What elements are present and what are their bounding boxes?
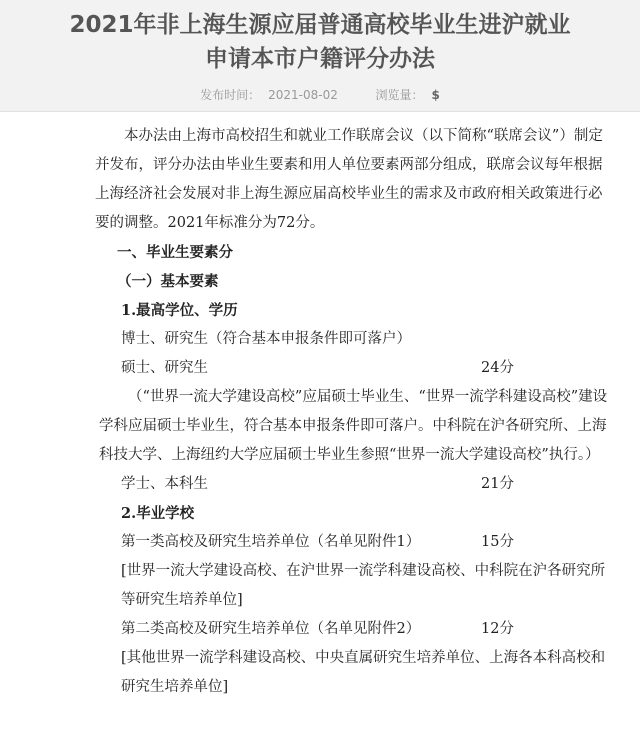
master-note: （“世界一流大学建设高校”应届硕士毕业生、“世界一流学科建设高校”建设学科应届硕士毕业生，符合基本申报条件即可落户。中科院在沪各研究所、上海科技大学、上海纽约大学应届硕士毕业生参照“世界一流大学建设高校”执行。） bbox=[99, 389, 608, 463]
views-value: $ bbox=[431, 88, 440, 102]
views-label: 浏览量： bbox=[375, 88, 424, 102]
article-meta bbox=[0, 86, 640, 103]
publish-label: 发布时间： bbox=[200, 88, 261, 102]
item-heading-school: 2.毕业学校 bbox=[121, 505, 195, 522]
row-score: 24分 bbox=[481, 360, 514, 376]
class1-note: [世界一流大学建设高校、在沪世界一流学科建设高校、中科院在沪各研究所等研究生培养单位] bbox=[121, 563, 606, 608]
row-label: 博士、研究生（符合基本申报条件即可落户） bbox=[121, 331, 411, 347]
title-line-1: 2021年非上海生源应届普通高校毕业生进沪就业 bbox=[69, 12, 571, 38]
publish-date: 2021-08-02 bbox=[268, 88, 338, 102]
article-body bbox=[0, 112, 640, 702]
intro-paragraph: 本办法由上海市高校招生和就业工作联席会议（以下简称“联席会议”）制定并发布，评分办法由毕业生要素和用人单位要素两部分组成，联席会议每年根据上海经济社会发展对非上海生源应届高校毕业生的需求及市政府相关政策进行必要的调整。2021年标准分为72分。 bbox=[95, 128, 603, 231]
row-label: 学士、本科生 bbox=[121, 476, 208, 492]
row-score: 21分 bbox=[481, 476, 514, 492]
item-heading-degree: 1.最高学位、学历 bbox=[121, 302, 238, 319]
degree-row-master bbox=[121, 354, 614, 383]
row-label: 硕士、研究生 bbox=[121, 360, 208, 376]
school-row-class1 bbox=[121, 528, 614, 557]
subsection-heading: （一）基本要素 bbox=[117, 273, 219, 290]
row-score: 12分 bbox=[481, 621, 514, 637]
article-header bbox=[0, 0, 640, 112]
title-line-2: 申请本市户籍评分办法 bbox=[205, 46, 435, 72]
article-title bbox=[0, 8, 640, 76]
section-heading: 一、毕业生要素分 bbox=[117, 244, 233, 261]
row-label: 第二类高校及研究生培养单位（名单见附件2） bbox=[121, 621, 421, 637]
row-score: 15分 bbox=[481, 534, 514, 550]
degree-row-bachelor bbox=[121, 470, 614, 499]
row-label: 第一类高校及研究生培养单位（名单见附件1） bbox=[121, 534, 421, 550]
degree-row-doctor bbox=[121, 325, 614, 354]
school-row-class2 bbox=[121, 615, 614, 644]
class2-note: [其他世界一流学科建设高校、中央直属研究生培养单位、上海各本科高校和研究生培养单位] bbox=[121, 650, 606, 695]
